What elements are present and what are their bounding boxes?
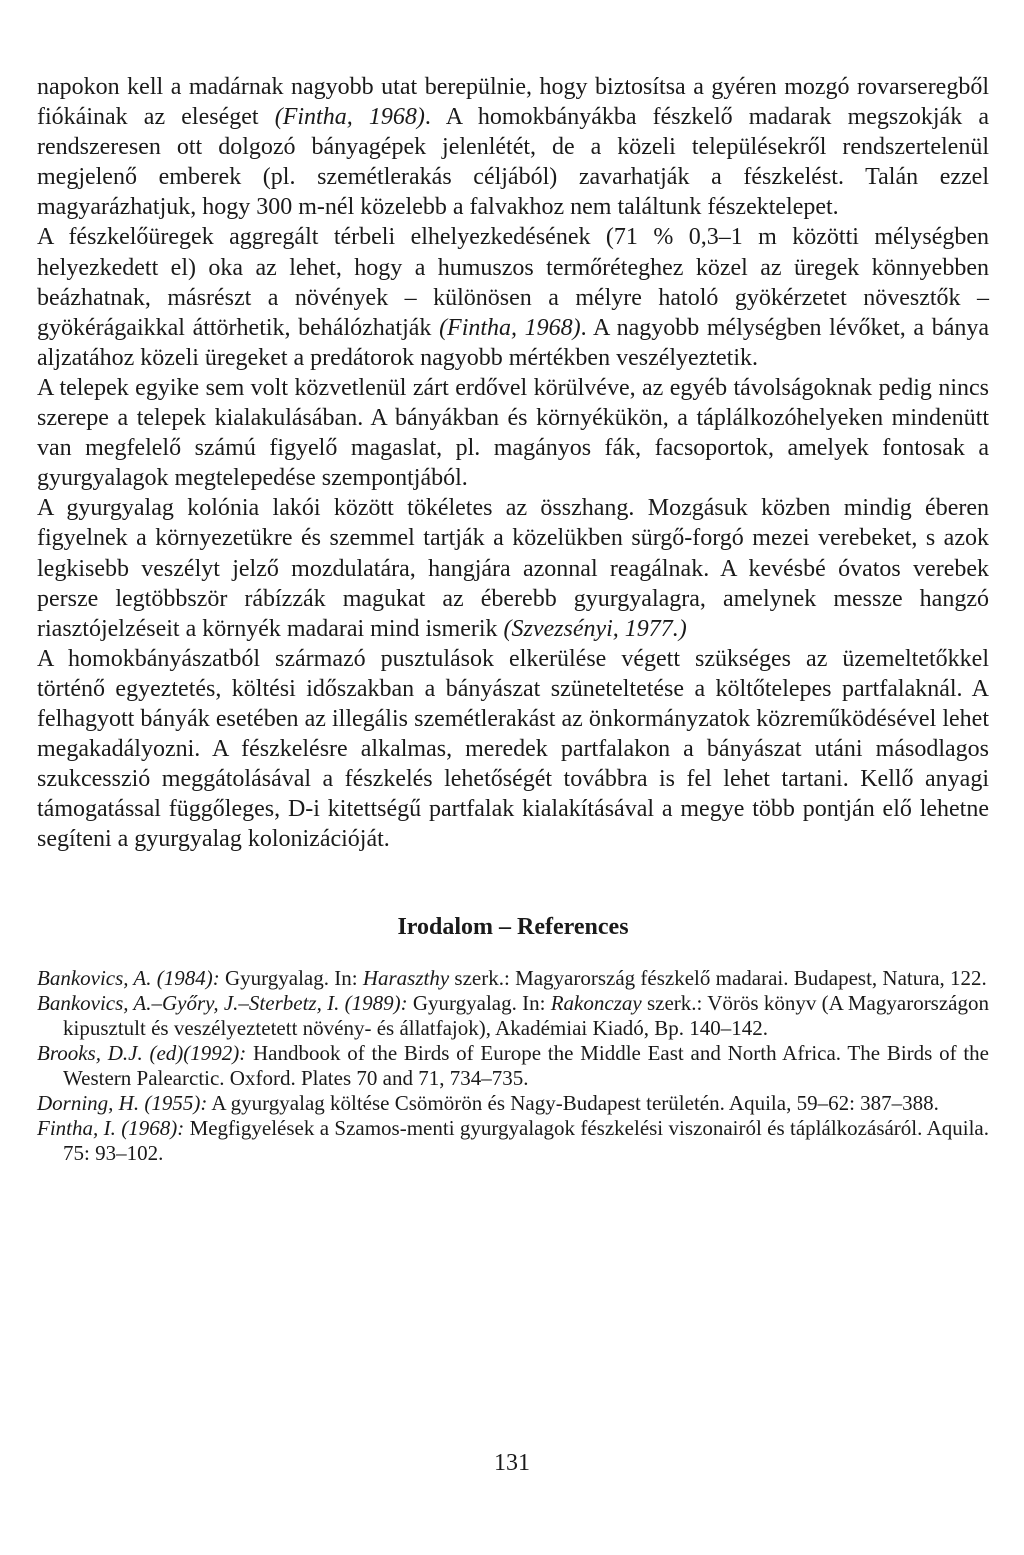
reference-author: Bankovics, A. (1984):: [37, 966, 220, 991]
reference-author: Dorning, H. (1955):: [37, 1091, 208, 1116]
references-list: [37, 966, 989, 1166]
document-page: [37, 72, 989, 1166]
body-text: [37, 72, 989, 854]
reference-author: Brooks, D.J. (ed)(1992):: [37, 1041, 247, 1066]
paragraph-4: A gyurgyalag kolónia lakói között tökéletes az összhang. Mozgásuk közben mindig éberen figyelnek a környezetükre és szemmel tartják a közelükben sürgő-forgó mezei verebeket, s azok legkisebb veszélyt jelző mozdulatára, hangjára azonnal reagálnak. A kevésbé óvatos verebek persze legtöbbször rábízzák magukat az éberebb gyurgyalagra, amelynek messze hangzó riasztójelzéseit a környék madarai mind ismerik (Szvezsényi, 1977.): [37, 495, 989, 642]
reference-author: Bankovics, A.–Győry, J.–Sterbetz, I. (1989):: [37, 991, 408, 1016]
paragraph-1: napokon kell a madárnak nagyobb utat berepülnie, hogy biztosítsa a gyéren mozgó rovarseregből fiókáinak az eleséget (Fintha, 1968). A homokbányákba fészkelő madarak megszokják a rendszeresen ott dolgozó bányagépek jelenlétét, de a közeli településekről rendszertelenül megjelenő emberek (pl. szemétlerakás céljából) zavarhatják a fészkelést. Talán ezzel magyarázhatjuk, hogy 300 m-nél közelebb a falvakhoz nem találtunk fészektelepet.: [37, 74, 990, 221]
paragraph-5: A homokbányászatból származó pusztulások elkerülése végett szükséges az üzemeltetőkkel történő egyeztetés, költési időszakban a bányászat szüneteltetése a költőtelepes partfalaknál. A felhagyott bányák esetében az illegális szemétlerakást az önkormányzatok közreműködésével lehet megakadályozni. A fészkelésre alkalmas, meredek partfalakon a bányászat utáni másodlagos szukcesszió meggátolásával a fészkelés lehetőségét továbbra is fel lehet tartani. Kellő anyagi támogatással függőleges, D-i kitettségű partfalak kialakításával a megye több pontján elő lehetne segíteni a gyurgyalag kolonizációját.: [37, 645, 989, 853]
citation: (Fintha, 1968): [274, 104, 425, 131]
paragraph-3: A telepek egyike sem volt közvetlenül zárt erdővel körülvéve, az egyéb távolságoknak pedig nincs szerepe a telepek kialakulásában. A bányákban és környékükön, a táplálkozóhelyeken mindenütt van megfelelő számú figyelő magaslat, pl. magányos fák, facsoportok, amelyek fontosak a gyurgyalagok megtelepedése szempontjából.: [37, 374, 989, 492]
paragraph-2: A fészkelőüregek aggregált térbeli elhelyezkedésének (71 % 0,3–1 m közötti mélységben helyezkedett el) oka az lehet, hogy a humuszos termőréteghez közel az üregek könnyebben beázhatnak, másrészt a növények – különösen a mélyre hatoló gyökérzetet növesztők – gyökérágaikkal áttörhetik, behálózhatják (Fintha, 1968). A nagyobb mélységben lévőket, a bánya aljzatához közeli üregeket a predátorok nagyobb mértékben veszélyeztetik.: [37, 224, 989, 371]
reference-item: Fintha, I. (1968): Megfigyelések a Szamos-menti gyurgyalagok fészkelési viszonairól és táplálkozásáról. Aquila. 75: 93–102.: [37, 1116, 989, 1166]
reference-item: Brooks, D.J. (ed)(1992): Handbook of the Birds of Europe the Middle East and North Africa. The Birds of the Western Palearctic. Oxford. Plates 70 and 71, 734–735.: [37, 1041, 989, 1091]
reference-editor: Rakonczay: [550, 991, 642, 1016]
reference-author: Fintha, I. (1968):: [37, 1116, 185, 1141]
reference-item: Bankovics, A. (1984): Gyurgyalag. In: Haraszthy szerk.: Magyarország fészkelő madarai. Budapest, Natura, 122.: [37, 966, 987, 991]
citation: (Fintha, 1968): [439, 314, 581, 341]
reference-item: Bankovics, A.–Győry, J.–Sterbetz, I. (1989): Gyurgyalag. In: Rakonczay szerk.: Vörös könyv (A Magyarországon kipusztult és veszélyeztetett növény- és állatfajok), Akadémiai Kiadó, Bp. 140–142.: [37, 991, 989, 1041]
references-heading: Irodalom – References: [397, 914, 629, 941]
reference-item: Dorning, H. (1955): A gyurgyalag költése Csömörön és Nagy-Budapest területén. Aquila, 59–62: 387–388.: [37, 1091, 939, 1116]
page-number: 131: [494, 1450, 530, 1476]
reference-editor: Haraszthy: [362, 966, 450, 991]
citation: (Szvezsényi, 1977.): [503, 615, 687, 642]
